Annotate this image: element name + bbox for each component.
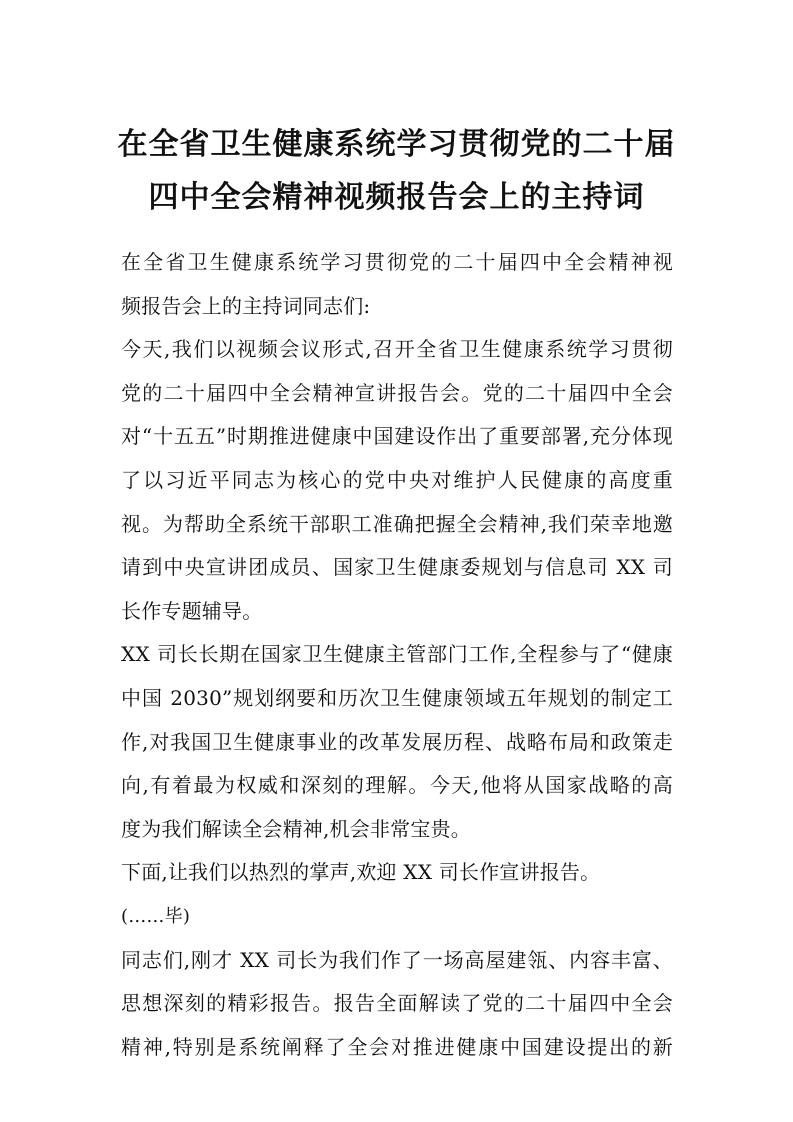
body-line: 思想深刻的精彩报告。报告全面解读了党的二十届四中全会 [121,991,673,1016]
body-line: 对“十五五”时期推进健康中国建设作出了重要部署,充分体现 [121,424,673,449]
body-line: 同志们,刚才 XX 司长为我们作了一场高屋建瓴、内容丰富、 [121,947,673,972]
body-line: (……毕) [121,905,191,927]
body-line: XX 司长长期在国家卫生健康主管部门工作,全程参与了“健康 [121,642,673,667]
body-line: 视。为帮助全系统干部职工准确把握全会精神,我们荣幸地邀 [121,511,673,536]
body-line: 度为我们解读全会精神,机会非常宝贵。 [121,816,471,841]
body-line: 党的二十届四中全会精神宣讲报告会。党的二十届四中全会 [121,380,673,405]
body-line: 了以习近平同志为核心的党中央对维护人民健康的高度重 [121,467,673,492]
body-line: 请到中央宣讲团成员、国家卫生健康委规划与信息司 XX 司 [121,555,673,580]
body-line: 向,有着最为权威和深刻的理解。今天,他将从国家战略的高 [121,773,673,798]
body-line: 中国 2030”规划纲要和历次卫生健康领域五年规划的制定工 [121,685,673,710]
body-line: 下面,让我们以热烈的掌声,欢迎 XX 司长作宣讲报告。 [121,860,601,885]
body-line: 今天,我们以视频会议形式,召开全省卫生健康系统学习贯彻 [121,337,673,362]
body-line: 精神,特别是系统阐释了全会对推进健康中国建设提出的新 [121,1034,673,1059]
body-line: 作,对我国卫生健康事业的改革发展历程、战略布局和政策走 [121,729,673,754]
body-line: 在全省卫生健康系统学习贯彻党的二十届四中全会精神视 [121,250,673,274]
document-title [110,118,683,224]
title-line-2: 四中全会精神视频报告会上的主持词 [148,180,645,215]
body-line: 频报告会上的主持词同志们: [121,293,371,318]
document-body [121,241,673,1069]
body-line: 长作专题辅导。 [121,598,263,623]
title-line-1: 在全省卫生健康系统学习贯彻党的二十届 [117,127,676,162]
